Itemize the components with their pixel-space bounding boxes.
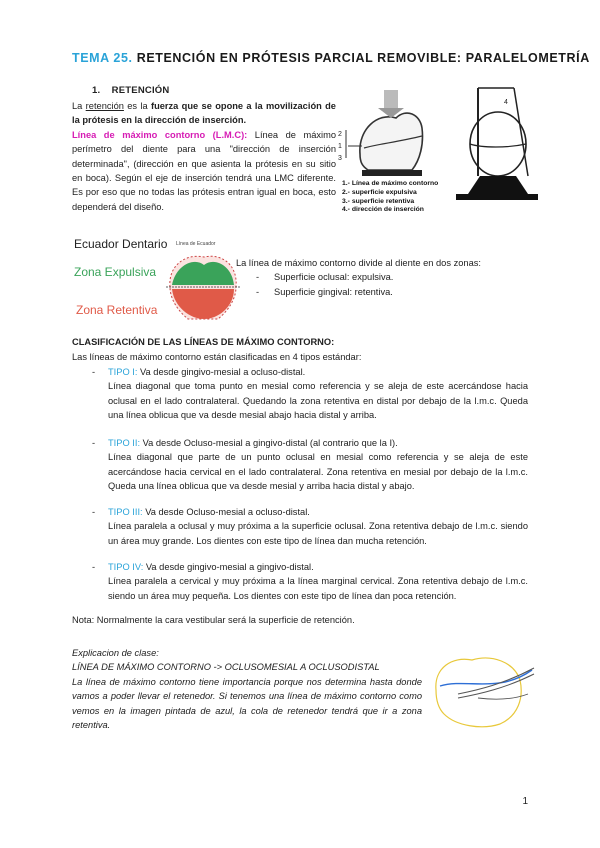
legend-item: 1.- Línea de máximo contorno: [342, 180, 439, 187]
figure-surveyor-diagram: [338, 84, 538, 224]
zones-item: - Superficie oclusal: expulsiva.: [236, 270, 556, 284]
page-title: [72, 49, 590, 68]
class-explanation: [72, 646, 422, 732]
figure-legend: [342, 180, 438, 215]
classification-heading: CLASIFICACIÓN DE LAS LÍNEAS DE MÁXIMO CONTORNO:: [72, 337, 335, 347]
zona-retentiva-label: Zona Retentiva: [76, 303, 158, 317]
marker-3: 3: [338, 155, 342, 162]
marker-2: 2: [338, 131, 342, 138]
lmc-label: Línea de máximo contorno (L.M.C):: [72, 129, 248, 140]
zones-list: [236, 270, 556, 299]
intro-paragraph: [72, 99, 336, 214]
retencion-term: retención: [85, 101, 124, 111]
tipo-i-body: Línea diagonal que toma punto en mesial como referencia y se aleja de este acercándose hacia oclusal en el lado contralateral. Quedando la zona retentiva en distal por debajo de la l.m.c. Queda una línea oblicua que va desde mesial abajo hacia distal y arriba.: [108, 381, 528, 421]
tooth-zones-drawing: [164, 247, 242, 329]
text-fragment: es la: [123, 101, 151, 111]
ecuador-small-label: Línea de Ecuador: [176, 241, 216, 247]
tipo-ii-block: - TIPO II: Va desde Ocluso-mesial a gingivo-distal (al contrario que la I). Línea diagonal que parte de un punto oclusal en mesial como referencia y se aleja de este acercándose hacia cervical en el lado contralateral. Zona retentiva en mesial por debajo de la l.m.c. Queda una línea oblicua que va desde mesial y arriba hacia distal y abajo.: [92, 436, 528, 494]
legend-item: 4.- dirección de inserción: [342, 206, 424, 214]
tipo-i-label: TIPO I:: [108, 367, 138, 377]
explanation-body: La línea de máximo contorno tiene importancia porque nos determina hasta donde vamos a poder llevar el retenedor. Si tenemos una línea de máximo contorno como vemos en la imagen pintada de azul, la cola de retenedor tendrá que ir a zona retentiva.: [72, 676, 422, 731]
explanation-subtitle: LÍNEA DE MÁXIMO CONTORNO -> OCLUSOMESIAL A OCLUSODISTAL: [72, 662, 380, 673]
tipo-iii-body: Línea paralela a oclusal y muy próxima a la superficie oclusal. Zona retentiva debajo de l.m.c. siendo un área muy grande. Los dientes con este tipo de línea dan mucha retención.: [108, 521, 528, 546]
title-text: RETENCIÓN EN PRÓTESIS PARCIAL REMOVIBLE: PARALELOMETRÍA: [136, 51, 590, 65]
zones-text: [236, 256, 556, 299]
zones-intro: La línea de máximo contorno divide al diente en dos zonas:: [236, 258, 481, 268]
legend-item: 2.- superficie expulsiva: [342, 188, 417, 196]
text-fragment: La: [72, 101, 86, 111]
note-text: Nota: Normalmente la cara vestibular será la superficie de retención.: [72, 615, 355, 625]
title-number: TEMA 25.: [72, 51, 133, 65]
marker-1: 1: [338, 143, 342, 150]
zones-item: - Superficie gingival: retentiva.: [236, 285, 556, 299]
marker-4: 4: [504, 99, 508, 106]
tipo-iii-label: TIPO III:: [108, 507, 143, 517]
retencion-definition: fuerza que se opone a la movilización de la prótesis en la dirección de inserción.: [72, 101, 336, 126]
tipo-i-head: Va desde gingivo-mesial a ocluso-distal.: [137, 367, 306, 377]
tipo-ii-label: TIPO II:: [108, 438, 141, 448]
tipo-iii-head: Va desde Ocluso-mesial a ocluso-distal.: [142, 507, 310, 517]
tipo-iv-block: - TIPO IV: Va desde gingivo-mesial a gingivo-distal. Línea paralela a cervical y muy próxima a la línea marginal cervical. Zona retentiva debajo de l.m.c. siendo un área muy pequeña. Los dientes con este tipo de línea dan poca retención.: [92, 560, 528, 603]
tipo-iv-body: Línea paralela a cervical y muy próxima a la línea marginal cervical. Zona retentiva debajo de l.m.c. siendo un área muy pequeña. Los dientes con este tipo de línea dan poca retención.: [108, 576, 528, 601]
tipo-iv-head: Va desde gingivo-mesial a gingivo-distal.: [143, 562, 314, 572]
legend-item: 3.- superficie retentiva: [342, 197, 415, 205]
tipo-i-block: - TIPO I: Va desde gingivo-mesial a ocluso-distal. Línea diagonal que toma punto en mesial como referencia y se aleja de este acercándose hacia oclusal en el lado contralateral. Quedando la zona retentiva en distal por debajo de la l.m.c. Queda una línea oblicua que va desde mesial abajo hacia distal y arriba.: [92, 365, 528, 423]
tipo-iii-block: - TIPO III: Va desde Ocluso-mesial a ocluso-distal. Línea paralela a oclusal y muy próxima a la superficie oclusal. Zona retentiva debajo de l.m.c. siendo un área muy grande. Los dientes con este tipo de línea dan mucha retención.: [92, 505, 528, 548]
figure-lmc-sketch: [428, 650, 538, 730]
tipo-ii-head: Va desde Ocluso-mesial a gingivo-distal (al contrario que la I).: [140, 438, 398, 448]
explanation-title: Explicacion de clase:: [72, 648, 159, 658]
section-heading-retencion: 1. RETENCIÓN: [92, 85, 170, 96]
tipo-ii-body: Línea diagonal que parte de un punto oclusal en mesial como referencia y se aleja de este acercándose hacia cervical en el lado contralateral. Zona retentiva en mesial por debajo de la l.m.c. Queda una línea oblicua que va desde mesial y arriba hacia distal y abajo.: [108, 452, 528, 492]
lmc-definition: Línea de máximo perímetro del diente para una "dirección de inserción determinada", (dirección en que asienta la prótesis en su sitio en boca). Según el eje de inserción tendrá una LMC diferente. Es por eso que no todas las prótesis entran igual en boca, esto dependerá del diseño.: [72, 129, 337, 212]
classification-intro: Las líneas de máximo contorno están clasificadas en 4 tipos estándar:: [72, 352, 362, 362]
lmc-retainer-sketch: [428, 650, 538, 730]
figure-tooth-zones: [72, 233, 242, 329]
ecuador-label: Ecuador Dentario: [74, 237, 168, 251]
page-number: 1: [522, 796, 528, 807]
zona-expulsiva-label: Zona Expulsiva: [74, 265, 157, 279]
tipo-iv-label: TIPO IV:: [108, 562, 144, 572]
